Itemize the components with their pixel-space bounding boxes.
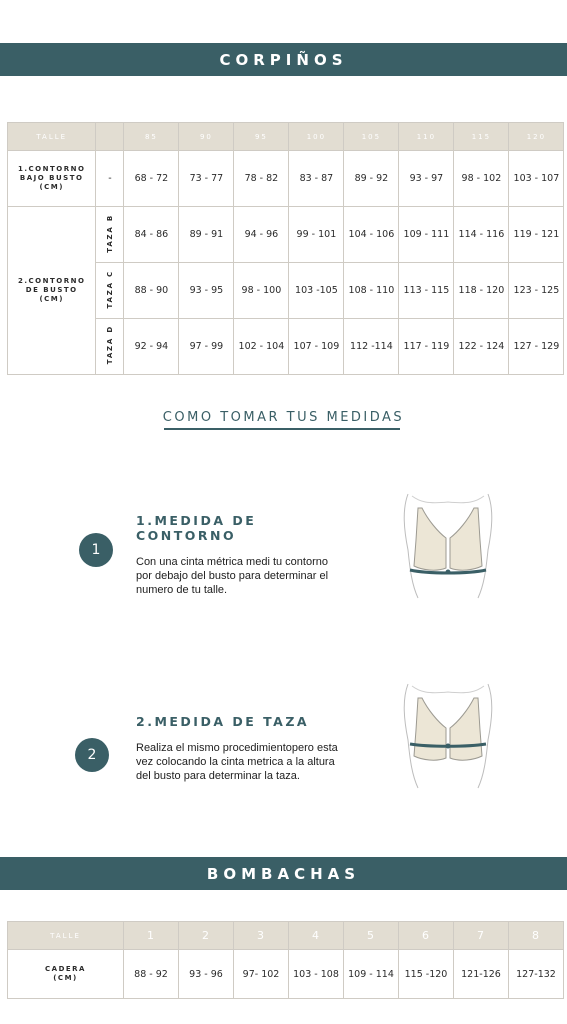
size-label-header: TALLE bbox=[8, 922, 124, 950]
table-cell: 103 -105 bbox=[289, 263, 344, 319]
table-cell: 68 - 72 bbox=[124, 151, 179, 207]
cup-c-label: TAZA C bbox=[105, 269, 114, 309]
size-header: 100 bbox=[289, 123, 344, 151]
table-cell: 115 -120 bbox=[399, 950, 454, 999]
bra-size-table bbox=[7, 122, 564, 375]
size-header: 5 bbox=[344, 922, 399, 950]
size-header: 85 bbox=[124, 123, 179, 151]
table-cell: 97- 102 bbox=[234, 950, 289, 999]
table-cell: 88 - 90 bbox=[124, 263, 179, 319]
table-cell: 122 - 124 bbox=[454, 319, 509, 375]
size-header: 90 bbox=[179, 123, 234, 151]
table-cell: 97 - 99 bbox=[179, 319, 234, 375]
cup-b-label-cell bbox=[96, 207, 124, 263]
table-cell: 112 -114 bbox=[344, 319, 399, 375]
cup-b-row bbox=[8, 207, 564, 263]
table-cell: 93 - 95 bbox=[179, 263, 234, 319]
size-header: 110 bbox=[399, 123, 454, 151]
table-cell: 108 - 110 bbox=[344, 263, 399, 319]
size-header: 2 bbox=[179, 922, 234, 950]
step-1-badge bbox=[79, 533, 113, 567]
table-cell: 118 - 120 bbox=[454, 263, 509, 319]
table-cell: 107 - 109 bbox=[289, 319, 344, 375]
step-1-text: Con una cinta métrica medi tu contorno por debajo del busto para determinar el numero de tu talle. bbox=[136, 556, 329, 596]
step-1-number: 1 bbox=[91, 542, 101, 558]
bras-section-banner bbox=[0, 43, 567, 76]
step-2-number: 2 bbox=[87, 747, 97, 763]
table-cell: 93 - 96 bbox=[179, 950, 234, 999]
table-cell: 103 - 108 bbox=[289, 950, 344, 999]
table-cell: 92 - 94 bbox=[124, 319, 179, 375]
empty-header-cell bbox=[96, 123, 124, 151]
table-cell: 84 - 86 bbox=[124, 207, 179, 263]
table-cell: 113 - 115 bbox=[399, 263, 454, 319]
bras-section-title: CORPIÑOS bbox=[219, 50, 348, 69]
bust-measure-illustration bbox=[398, 680, 498, 790]
panties-section-title: BOMBACHAS bbox=[206, 864, 361, 883]
table-cell: 89 - 92 bbox=[344, 151, 399, 207]
table-cell: 94 - 96 bbox=[234, 207, 289, 263]
table-cell: 127-132 bbox=[509, 950, 564, 999]
underbust-row bbox=[8, 151, 564, 207]
underbust-label: 1.CONTORNO BAJO BUSTO (CM) bbox=[8, 151, 96, 207]
how-to-measure-title: COMO TOMAR TUS MEDIDAS bbox=[162, 410, 405, 425]
table-cell: 104 - 106 bbox=[344, 207, 399, 263]
size-header: 115 bbox=[454, 123, 509, 151]
table-cell: 89 - 91 bbox=[179, 207, 234, 263]
table-cell: 109 - 114 bbox=[344, 950, 399, 999]
bra-table-header-row bbox=[8, 123, 564, 151]
hip-label: CADERA (CM) bbox=[8, 950, 124, 999]
table-cell: 103 - 107 bbox=[509, 151, 564, 207]
step-2-text: Realiza el mismo procedimientopero esta vez colocando la cinta metrica a la altura del busto para determinar la taza. bbox=[136, 742, 338, 782]
table-cell: 121-126 bbox=[454, 950, 509, 999]
size-header: 1 bbox=[124, 922, 179, 950]
step-2-title: 2.MEDIDA DE TAZA bbox=[136, 714, 310, 729]
table-cell: 93 - 97 bbox=[399, 151, 454, 207]
table-cell: 88 - 92 bbox=[124, 950, 179, 999]
size-label-header: TALLE bbox=[8, 123, 96, 151]
table-cell: 99 - 101 bbox=[289, 207, 344, 263]
cup-d-label-cell bbox=[96, 319, 124, 375]
underbust-dash: - bbox=[96, 151, 124, 207]
cup-c-label-cell bbox=[96, 263, 124, 319]
table-cell: 73 - 77 bbox=[179, 151, 234, 207]
hip-row bbox=[8, 950, 564, 999]
cup-b-label: TAZA B bbox=[105, 213, 114, 253]
bust-label: 2.CONTORNO DE BUSTO (CM) bbox=[8, 207, 96, 375]
cup-d-label: TAZA D bbox=[105, 325, 114, 365]
size-header: 95 bbox=[234, 123, 289, 151]
size-header: 7 bbox=[454, 922, 509, 950]
table-cell: 114 - 116 bbox=[454, 207, 509, 263]
table-cell: 123 - 125 bbox=[509, 263, 564, 319]
size-header: 3 bbox=[234, 922, 289, 950]
panties-table-header-row bbox=[8, 922, 564, 950]
underbust-measure-illustration bbox=[398, 490, 498, 600]
size-header: 4 bbox=[289, 922, 344, 950]
table-cell: 109 - 111 bbox=[399, 207, 454, 263]
table-cell: 102 - 104 bbox=[234, 319, 289, 375]
table-cell: 117 - 119 bbox=[399, 319, 454, 375]
table-cell: 98 - 102 bbox=[454, 151, 509, 207]
table-cell: 83 - 87 bbox=[289, 151, 344, 207]
table-cell: 119 - 121 bbox=[509, 207, 564, 263]
size-header: 6 bbox=[399, 922, 454, 950]
size-header: 8 bbox=[509, 922, 564, 950]
step-1-title: 1.MEDIDA DE CONTORNO bbox=[136, 513, 257, 543]
panties-size-table bbox=[7, 921, 564, 999]
table-cell: 78 - 82 bbox=[234, 151, 289, 207]
table-cell: 127 - 129 bbox=[509, 319, 564, 375]
how-to-title-underline bbox=[164, 428, 400, 430]
panties-section-banner bbox=[0, 857, 567, 890]
table-cell: 98 - 100 bbox=[234, 263, 289, 319]
size-header: 120 bbox=[509, 123, 564, 151]
size-header: 105 bbox=[344, 123, 399, 151]
step-2-badge bbox=[75, 738, 109, 772]
